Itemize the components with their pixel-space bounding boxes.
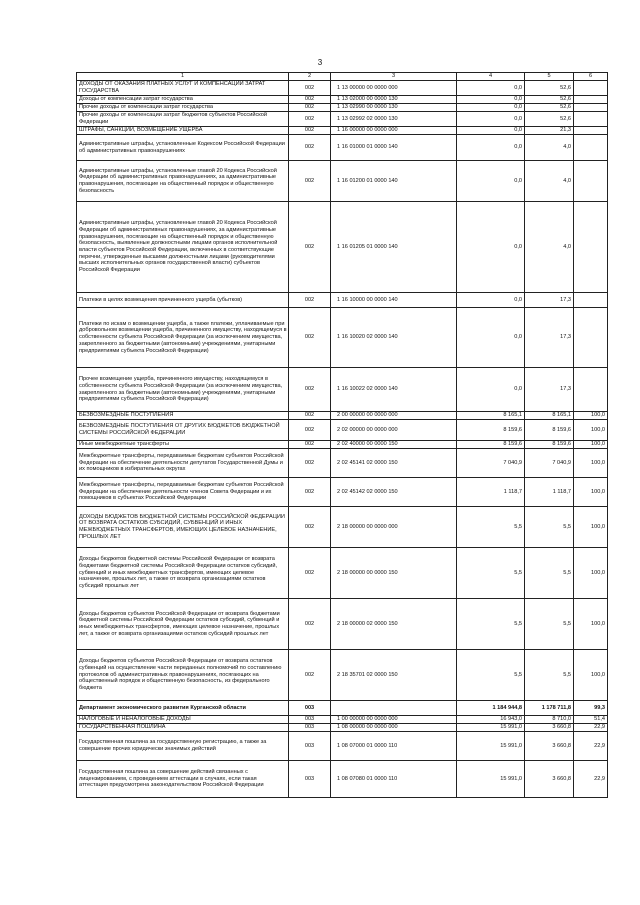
- row-plan: 15 991,0: [457, 724, 525, 732]
- row-name: Департамент экономического развития Курганской области: [77, 701, 289, 716]
- row-plan: 15 991,0: [457, 761, 525, 798]
- row-admin-code: 002: [289, 81, 331, 96]
- row-name: Доходы от компенсации затрат государства: [77, 96, 289, 104]
- row-fact: 17,3: [525, 368, 574, 412]
- row-admin-code: 002: [289, 104, 331, 112]
- row-admin-code: 002: [289, 507, 331, 548]
- row-plan: 0,0: [457, 104, 525, 112]
- row-budget-code: 1 16 10020 02 0000 140: [331, 308, 457, 368]
- row-plan: 0,0: [457, 161, 525, 202]
- row-name: Доходы бюджетов бюджетной системы Российской Федерации от возврата бюджетами бюджетной системы Российской Федерации остатков субсидий, субвенций и иных межбюджетных трансфертов, имеющих целевое назначение, прошлых лет, а также от возврата организациями остатков субсидий прошлых лет: [77, 548, 289, 599]
- table-row: [77, 81, 608, 96]
- row-admin-code: 002: [289, 478, 331, 507]
- row-admin-code: 002: [289, 412, 331, 420]
- row-percent: 100,0: [574, 449, 608, 478]
- row-percent: [574, 161, 608, 202]
- row-plan: 0,0: [457, 293, 525, 308]
- row-fact: 1 178 711,8: [525, 701, 574, 716]
- row-plan: 8 159,6: [457, 441, 525, 449]
- row-name: Межбюджетные трансферты, передаваемые бюджетам субъектов Российской Федерации на обеспечение деятельности членов Совета Федерации и их помощников в субъектах Российской Федерации: [77, 478, 289, 507]
- row-percent: [574, 104, 608, 112]
- row-budget-code: 2 00 00000 00 0000 000: [331, 412, 457, 420]
- row-plan: 0,0: [457, 112, 525, 127]
- row-plan: 1 118,7: [457, 478, 525, 507]
- header-cell: 2: [289, 73, 331, 81]
- row-name: Государственная пошлина за совершение действий связанных с лицензированием, с проведением аттестации в случаях, если такая аттестация предусмотрена законодательством Российской Федерации: [77, 761, 289, 798]
- row-percent: [574, 308, 608, 368]
- row-admin-code: 002: [289, 161, 331, 202]
- row-admin-code: 002: [289, 420, 331, 441]
- row-percent: 22,9: [574, 761, 608, 798]
- row-fact: 5,5: [525, 650, 574, 701]
- table-row: [77, 420, 608, 441]
- row-plan: 8 159,6: [457, 420, 525, 441]
- revenue-table: [76, 72, 608, 798]
- row-plan: 1 184 944,8: [457, 701, 525, 716]
- row-fact: 52,6: [525, 104, 574, 112]
- row-plan: 5,5: [457, 548, 525, 599]
- row-admin-code: 003: [289, 716, 331, 724]
- row-percent: [574, 202, 608, 293]
- header-cell: 4: [457, 73, 525, 81]
- row-fact: 8 710,0: [525, 716, 574, 724]
- row-fact: 8 165,1: [525, 412, 574, 420]
- row-name: Государственная пошлина за государственную регистрацию, а также за совершение прочих юридически значимых действий: [77, 732, 289, 761]
- row-admin-code: 002: [289, 96, 331, 104]
- row-budget-code: 1 00 00000 00 0000 000: [331, 716, 457, 724]
- table-row: [77, 599, 608, 650]
- row-plan: 5,5: [457, 599, 525, 650]
- table-row: [77, 761, 608, 798]
- row-budget-code: 1 08 00000 00 0000 000: [331, 724, 457, 732]
- row-budget-code: 1 16 01200 01 0000 140: [331, 161, 457, 202]
- row-name: Прочее возмещение ущерба, причиненного имуществу, находящемуся в собственности субъекта Российской Федерации (за исключением имущества, закрепленного за бюджетными (автономными) учреждениями, унитарными предприятиями субъекта Российской Федерации): [77, 368, 289, 412]
- row-fact: 52,6: [525, 112, 574, 127]
- row-percent: 22,9: [574, 732, 608, 761]
- row-percent: 100,0: [574, 441, 608, 449]
- row-admin-code: 003: [289, 701, 331, 716]
- row-fact: 3 660,8: [525, 724, 574, 732]
- header-cell: 5: [525, 73, 574, 81]
- row-percent: 99,3: [574, 701, 608, 716]
- row-fact: 17,3: [525, 308, 574, 368]
- row-admin-code: 003: [289, 724, 331, 732]
- row-fact: 4,0: [525, 135, 574, 161]
- table-row: [77, 135, 608, 161]
- row-budget-code: 2 02 00000 00 0000 000: [331, 420, 457, 441]
- row-fact: 21,3: [525, 127, 574, 135]
- table-row: [77, 441, 608, 449]
- header-cell: 3: [331, 73, 457, 81]
- row-budget-code: 2 18 35701 02 0000 150: [331, 650, 457, 701]
- row-admin-code: 002: [289, 650, 331, 701]
- header-cell: 6: [574, 73, 608, 81]
- row-fact: 1 118,7: [525, 478, 574, 507]
- table-row: [77, 96, 608, 104]
- row-plan: 0,0: [457, 308, 525, 368]
- row-fact: 52,6: [525, 81, 574, 96]
- row-admin-code: 002: [289, 202, 331, 293]
- row-percent: 100,0: [574, 478, 608, 507]
- row-admin-code: 003: [289, 761, 331, 798]
- row-budget-code: 1 13 00000 00 0000 000: [331, 81, 457, 96]
- row-percent: 100,0: [574, 412, 608, 420]
- row-percent: 51,4: [574, 716, 608, 724]
- table-row: [77, 732, 608, 761]
- row-budget-code: 2 18 00000 00 0000 000: [331, 507, 457, 548]
- row-percent: [574, 127, 608, 135]
- row-percent: [574, 112, 608, 127]
- row-name: Прочие доходы от компенсации затрат бюджетов субъектов Российской Федерации: [77, 112, 289, 127]
- row-budget-code: 1 13 02000 00 0000 130: [331, 96, 457, 104]
- table-row: [77, 412, 608, 420]
- row-admin-code: 002: [289, 127, 331, 135]
- row-fact: 4,0: [525, 161, 574, 202]
- row-admin-code: 002: [289, 308, 331, 368]
- row-budget-code: 2 02 40000 00 0000 150: [331, 441, 457, 449]
- row-name: ГОСУДАРСТВЕННАЯ ПОШЛИНА: [77, 724, 289, 732]
- row-fact: 3 660,8: [525, 761, 574, 798]
- row-name: ДОХОДЫ БЮДЖЕТОВ БЮДЖЕТНОЙ СИСТЕМЫ РОССИЙСКОЙ ФЕДЕРАЦИИ ОТ ВОЗВРАТА ОСТАТКОВ СУБСИДИЙ, СУБВЕНЦИЙ И ИНЫХ МЕЖБЮДЖЕТНЫХ ТРАНСФЕРТОВ, ИМЕЮЩИХ ЦЕЛЕВОЕ НАЗНАЧЕНИЕ, ПРОШЛЫХ ЛЕТ: [77, 507, 289, 548]
- row-name: Доходы бюджетов субъектов Российской Федерации от возврата бюджетами бюджетной системы Российской Федерации остатков субсидий, субвенций и иных межбюджетных трансфертов, имеющих целевое назначение, прошлых лет, а также от возврата организациями остатков субсидий прошлых лет: [77, 599, 289, 650]
- row-fact: 7 040,9: [525, 449, 574, 478]
- row-name: Административные штрафы, установленные главой 20 Кодекса Российской Федерации об административных правонарушениях, за административные правонарушения, посягающие на общественный порядок и общественную безопасность: [77, 161, 289, 202]
- row-fact: 5,5: [525, 548, 574, 599]
- row-budget-code: 1 08 07000 01 0000 110: [331, 732, 457, 761]
- row-plan: 0,0: [457, 135, 525, 161]
- row-budget-code: 1 13 02990 00 0000 130: [331, 104, 457, 112]
- table-row: [77, 650, 608, 701]
- row-plan: 7 040,9: [457, 449, 525, 478]
- table-row: [77, 161, 608, 202]
- row-fact: 52,6: [525, 96, 574, 104]
- table-row: [77, 293, 608, 308]
- row-admin-code: 002: [289, 135, 331, 161]
- table-row: [77, 104, 608, 112]
- row-name: БЕЗВОЗМЕЗДНЫЕ ПОСТУПЛЕНИЯ: [77, 412, 289, 420]
- row-admin-code: 002: [289, 112, 331, 127]
- row-name: Платежи по искам о возмещении ущерба, а также платежи, уплачиваемые при добровольном возмещении ущерба, причиненного имуществу, находящемуся в собственности субъекта Российской Федерации (за исключением имущества, закрепленного за бюджетными (автономными) учреждениями, унитарными предприятиями субъекта Российской Федерации): [77, 308, 289, 368]
- header-cell: 1: [77, 73, 289, 81]
- row-budget-code: 2 18 00000 00 0000 150: [331, 548, 457, 599]
- table-row: [77, 449, 608, 478]
- row-budget-code: 2 02 45141 02 0000 150: [331, 449, 457, 478]
- table-row: [77, 202, 608, 293]
- page-number: 3: [317, 58, 323, 67]
- row-fact: 4,0: [525, 202, 574, 293]
- row-admin-code: 002: [289, 599, 331, 650]
- row-budget-code: 1 16 10000 00 0000 140: [331, 293, 457, 308]
- row-plan: 15 991,0: [457, 732, 525, 761]
- row-admin-code: 002: [289, 449, 331, 478]
- row-budget-code: 1 16 01000 01 0000 140: [331, 135, 457, 161]
- row-percent: [574, 368, 608, 412]
- row-admin-code: 002: [289, 441, 331, 449]
- row-percent: 100,0: [574, 548, 608, 599]
- table-row: [77, 112, 608, 127]
- row-name: НАЛОГОВЫЕ И НЕНАЛОГОВЫЕ ДОХОДЫ: [77, 716, 289, 724]
- row-budget-code: 1 16 01205 01 0000 140: [331, 202, 457, 293]
- row-admin-code: 002: [289, 548, 331, 599]
- row-percent: 22,9: [574, 724, 608, 732]
- row-name: ДОХОДЫ ОТ ОКАЗАНИЯ ПЛАТНЫХ УСЛУГ И КОМПЕНСАЦИИ ЗАТРАТ ГОСУДАРСТВА: [77, 81, 289, 96]
- row-name: Межбюджетные трансферты, передаваемые бюджетам субъектов Российской Федерации на обеспечение деятельности депутатов Государственной Думы и их помощников в избирательных округах: [77, 449, 289, 478]
- row-admin-code: 002: [289, 293, 331, 308]
- row-admin-code: 003: [289, 732, 331, 761]
- table-row: [77, 127, 608, 135]
- row-name: Платежи в целях возмещения причиненного ущерба (убытков): [77, 293, 289, 308]
- row-percent: [574, 81, 608, 96]
- row-fact: 17,3: [525, 293, 574, 308]
- row-plan: 0,0: [457, 96, 525, 104]
- row-percent: 100,0: [574, 650, 608, 701]
- table-header-row: [77, 73, 608, 81]
- row-plan: 8 165,1: [457, 412, 525, 420]
- row-fact: 3 660,8: [525, 732, 574, 761]
- row-plan: 5,5: [457, 650, 525, 701]
- table-row: [77, 478, 608, 507]
- row-plan: 0,0: [457, 81, 525, 96]
- row-budget-code: 1 16 10022 02 0000 140: [331, 368, 457, 412]
- row-plan: 0,0: [457, 127, 525, 135]
- table-row: [77, 308, 608, 368]
- row-budget-code: 2 02 45142 02 0000 150: [331, 478, 457, 507]
- row-fact: 8 159,6: [525, 420, 574, 441]
- row-percent: [574, 293, 608, 308]
- table-row: [77, 701, 608, 716]
- row-name: ШТРАФЫ, САНКЦИИ, ВОЗМЕЩЕНИЕ УЩЕРБА: [77, 127, 289, 135]
- table-row: [77, 716, 608, 724]
- row-admin-code: 002: [289, 368, 331, 412]
- row-budget-code: 1 08 07080 01 0000 110: [331, 761, 457, 798]
- row-plan: 0,0: [457, 368, 525, 412]
- row-budget-code: 1 13 02992 02 0000 130: [331, 112, 457, 127]
- row-fact: 8 159,6: [525, 441, 574, 449]
- row-name: Иные межбюджетные трансферты: [77, 441, 289, 449]
- table-row: [77, 368, 608, 412]
- row-plan: 0,0: [457, 202, 525, 293]
- row-name: БЕЗВОЗМЕЗДНЫЕ ПОСТУПЛЕНИЯ ОТ ДРУГИХ БЮДЖЕТОВ БЮДЖЕТНОЙ СИСТЕМЫ РОССИЙСКОЙ ФЕДЕРАЦИИ: [77, 420, 289, 441]
- row-percent: [574, 96, 608, 104]
- table-row: [77, 724, 608, 732]
- row-name: Административные штрафы, установленные Кодексом Российской Федерации об административных правонарушениях: [77, 135, 289, 161]
- row-fact: 5,5: [525, 599, 574, 650]
- table-row: [77, 507, 608, 548]
- row-percent: 100,0: [574, 420, 608, 441]
- row-plan: 16 943,0: [457, 716, 525, 724]
- row-percent: 100,0: [574, 507, 608, 548]
- row-fact: 5,5: [525, 507, 574, 548]
- row-percent: [574, 135, 608, 161]
- row-name: Прочие доходы от компенсации затрат государства: [77, 104, 289, 112]
- row-name: Доходы бюджетов субъектов Российской Федерации от возврата остатков субвенций на осуществление части переданных полномочий по составлению протоколов об административных правонарушениях, посягающих на общественный порядок и общественную безопасность, из федерального бюджета: [77, 650, 289, 701]
- row-budget-code: [331, 701, 457, 716]
- row-budget-code: 2 18 00000 02 0000 150: [331, 599, 457, 650]
- row-name: Административные штрафы, установленные главой 20 Кодекса Российской Федерации об административных правонарушениях, за административные правонарушения, посягающие на общественный порядок и общественную безопасность, выявленные должностными лицами органов исполнительной власти субъектов Российской Федерации, включенных в соответствующие перечни, утвержденные высшими должностными лицами (руководителями высших исполнительных органов государственной власти) субъектов Российской Федерации: [77, 202, 289, 293]
- row-plan: 5,5: [457, 507, 525, 548]
- row-budget-code: 1 16 00000 00 0000 000: [331, 127, 457, 135]
- row-percent: 100,0: [574, 599, 608, 650]
- table-row: [77, 548, 608, 599]
